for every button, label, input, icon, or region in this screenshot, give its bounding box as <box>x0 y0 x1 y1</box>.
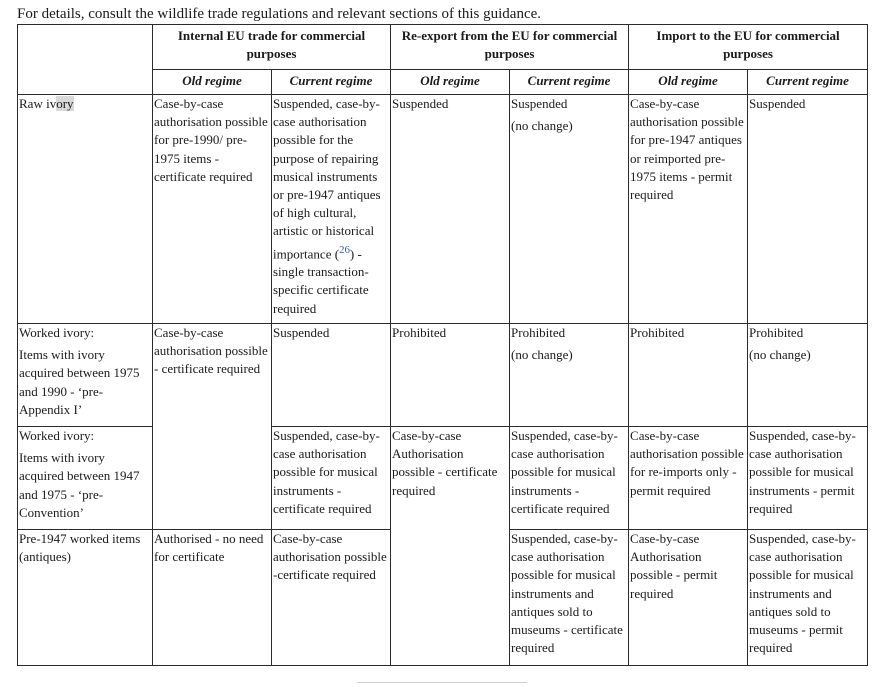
cell-appendix-internal-current: Suspended <box>272 324 391 427</box>
cell-convention-reexport-current: Suspended, case-by-case authorisation possible for musical instruments - certificate required <box>510 427 629 530</box>
cell-appendix-reexport-current: Prohibited (no change) <box>510 324 629 427</box>
group-header-row <box>18 25 868 70</box>
cell-raw-reexport-current: Suspended (no change) <box>510 95 629 324</box>
cell-raw-internal-current: Suspended, case-by-case authorisation possible for the purpose of repairing musical instruments or pre-1947 antiques of high cultural, artistic or historical importance ($^{26}$) - single transaction-specific certificate required <box>272 95 391 324</box>
table-row-pre-convention <box>18 427 868 530</box>
table-row-raw-ivory <box>18 95 868 324</box>
cell-appendix-import-current: Prohibited (no change) <box>748 324 868 427</box>
header-import: Import to the EU for commercial purposes <box>629 25 868 70</box>
header-reexport-current-regime: Current regime <box>510 70 629 95</box>
cell-antiques-import-old: Case-by-case Authorisation possible - permit required <box>629 530 748 666</box>
cell-convention-import-current: Suspended, case-by-case authorisation possible for musical instruments - permit required <box>748 427 868 530</box>
header-internal-old-regime: Old regime <box>153 70 272 95</box>
footer-divider <box>357 682 527 683</box>
cell-raw-reexport-old: Suspended <box>391 95 510 324</box>
cell-raw-import-current: Suspended <box>748 95 868 324</box>
cell-appendix-import-old: Prohibited <box>629 324 748 427</box>
cell-appendix-reexport-old: Prohibited <box>391 324 510 427</box>
header-import-current-regime: Current regime <box>748 70 868 95</box>
intro-text: For details, consult the wildlife trade regulations and relevant sections of this guidance. <box>17 6 542 22</box>
row-label-pre-convention: Worked ivory: Items with ivory acquired between 1947 and 1975 - ‘pre-Convention’ <box>18 427 153 530</box>
cell-antiques-reexport-current: Suspended, case-by-case authorisation possible for musical instruments and antiques sold to museums - certificate required <box>510 530 629 666</box>
corner-cell <box>18 25 153 95</box>
cell-raw-import-old: Case-by-case authorisation possible for pre-1947 antiques or reimported pre-1975 items - permit required <box>629 95 748 324</box>
cell-antiques-internal-current: Case-by-case authorisation possible -certificate required <box>272 530 391 666</box>
header-internal-trade: Internal EU trade for commercial purposes <box>153 25 391 70</box>
cell-convention-internal-current: Suspended, case-by-case authorisation possible for musical instruments - certificate required <box>272 427 391 530</box>
header-internal-current-regime: Current regime <box>272 70 391 95</box>
header-reexport-old-regime: Old regime <box>391 70 510 95</box>
cell-appendix-internal-old: Case-by-case authorisation possible - certificate required <box>153 324 272 530</box>
cell-antiques-internal-old: Authorised - no need for certificate <box>153 530 272 666</box>
footnote-link-26[interactable]: 26 <box>339 243 350 256</box>
cell-convention-reexport-old: Case-by-case Authorisation possible - certificate required <box>391 427 510 666</box>
header-re-export: Re-export from the EU for commercial purposes <box>391 25 629 70</box>
header-import-old-regime: Old regime <box>629 70 748 95</box>
cell-raw-internal-old: Case-by-case authorisation possible for pre-1990/ pre- 1975 items - certificate required <box>153 95 272 324</box>
row-label-pre-appendix: Worked ivory: Items with ivory acquired between 1975 and 1990 - ‘pre-Appendix I’ <box>18 324 153 427</box>
table-row-pre-appendix <box>18 324 868 427</box>
row-label-raw-ivory: Raw ivory <box>18 95 153 324</box>
ivory-trade-table <box>17 24 868 666</box>
cell-convention-import-old: Case-by-case authorisation possible for re-imports only - permit required <box>629 427 748 530</box>
cell-antiques-import-current: Suspended, case-by-case authorisation possible for musical instruments and antiques sold to museums - permit required <box>748 530 868 666</box>
row-label-antiques: Pre-1947 worked items (antiques) <box>18 530 153 666</box>
